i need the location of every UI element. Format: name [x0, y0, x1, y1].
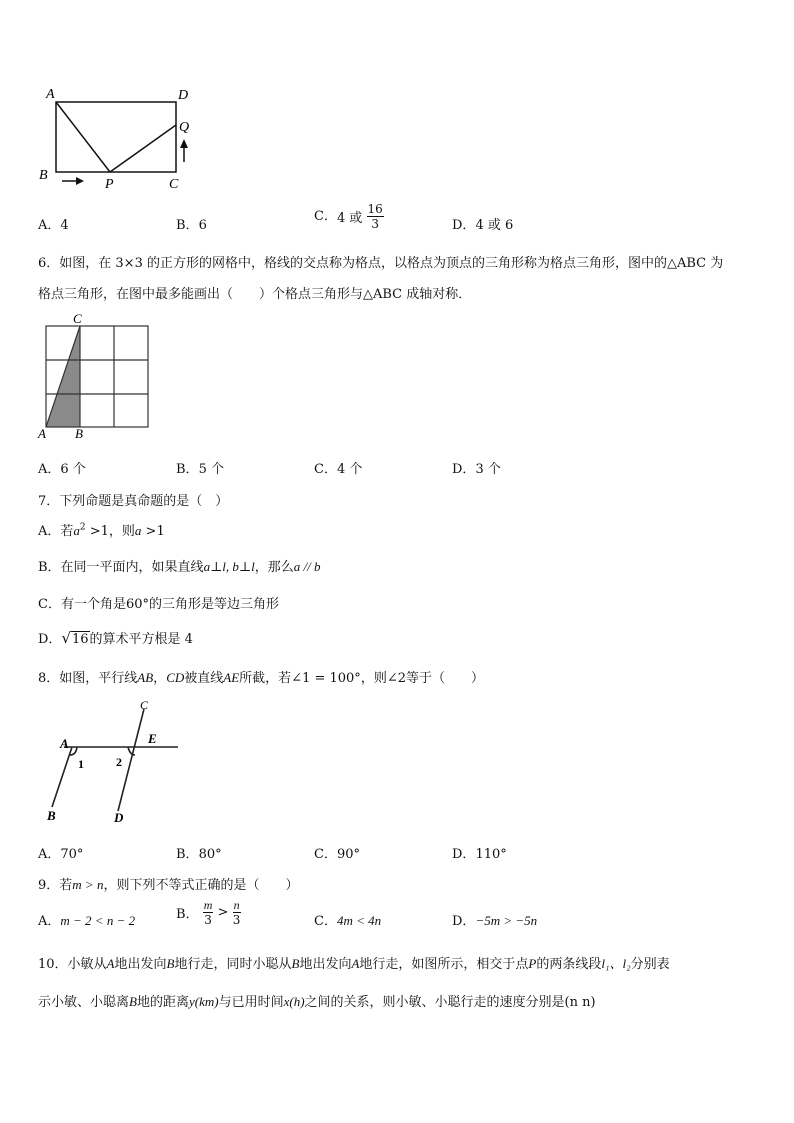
label-c: C: [73, 311, 82, 326]
q6-stem-line2: 格点三角形，在图中最多能画出（ ）个格点三角形与△ABC 成轴对称．: [38, 287, 472, 302]
label-a: A: [38, 426, 46, 441]
label-q: Q: [179, 120, 190, 135]
q8-option-c[interactable]: C．90°: [314, 847, 360, 862]
label-a: A: [46, 87, 55, 102]
label-b: B: [39, 168, 48, 183]
label-b: B: [75, 426, 83, 441]
rectangle-figure: [30, 82, 210, 194]
q7-option-d[interactable]: D．√16的算术平方根是 4: [38, 629, 193, 647]
arrow-right-head-icon: [76, 177, 84, 185]
label-d: D: [178, 88, 189, 103]
q6-option-b[interactable]: B．5 个: [176, 462, 224, 477]
q6-stem-line1: 6．如图，在 3×3 的正方形的网格中，格线的交点称为格点，以格点为顶点的三角形称为格点三角形，图中的△ABC 为: [38, 256, 724, 271]
q5-option-d[interactable]: D．4 或 6: [452, 218, 514, 233]
q6-option-c[interactable]: C．4 个: [314, 462, 363, 477]
q6-option-d[interactable]: D．3 个: [452, 462, 501, 477]
grid-figure: [30, 310, 160, 442]
q10-stem-line2: 示小敏、小聪离B地的距离y(km)与已用时间x(h)之间的关系，则小敏、小聪行走的速度分别是(n n): [38, 994, 596, 1010]
q7-option-b[interactable]: B．在同一平面内，如果直线a⊥l, b⊥l，那么a // b: [38, 559, 321, 575]
label-p: P: [105, 177, 114, 192]
parallel-lines-figure: [30, 695, 190, 830]
fraction-m-3: $\frac{m}{3}$: [203, 898, 213, 927]
q5-option-c[interactable]: C．4 或 $\frac{16}{3}$: [314, 202, 383, 231]
q8-stem: 8．如图，平行线AB，CD被直线AE所截，若∠1 = 100°，则∠2等于（ ）: [38, 670, 485, 686]
fraction-16-3: $\frac{16}{3}$: [367, 202, 383, 231]
q9-option-c[interactable]: C．4m < 4n: [314, 913, 382, 929]
label-2: 2: [116, 755, 122, 769]
q9-stem: 9．若m > n，则下列不等式正确的是（ ）: [38, 877, 299, 893]
label-b: B: [47, 808, 56, 823]
q7-option-a[interactable]: A．若$a^2 >1$，则a >1: [38, 522, 165, 539]
label-1: 1: [78, 757, 84, 771]
label-e: E: [148, 731, 157, 746]
sqrt-icon: √: [61, 629, 71, 647]
q6-option-a[interactable]: A．6 个: [38, 462, 86, 477]
arrow-up-head-icon: [180, 139, 188, 148]
label-c: C: [169, 177, 179, 192]
segment-ap: [56, 102, 110, 172]
q8-option-d[interactable]: D．110°: [452, 847, 507, 862]
q8-option-a[interactable]: A．70°: [38, 847, 84, 862]
sqrt-radicand: 16: [72, 632, 89, 647]
label-a: A: [60, 736, 69, 751]
q5-option-a[interactable]: A．4: [38, 218, 69, 233]
fraction-n-3: $\frac{n}{3}$: [232, 898, 241, 927]
q7-stem: 7．下列命题是真命题的是（ ）: [38, 494, 229, 509]
q9-option-b[interactable]: B． $\frac{m}{3}$ > $\frac{n}{3}$: [176, 898, 241, 927]
q9-option-a[interactable]: A．m − 2 < n − 2: [38, 913, 136, 929]
line-ab: [52, 747, 72, 807]
q8-option-b[interactable]: B．80°: [176, 847, 222, 862]
q5-option-b[interactable]: B．6: [176, 218, 207, 233]
segment-pq: [110, 125, 176, 172]
q9-option-d[interactable]: D．−5m > −5n: [452, 913, 538, 929]
label-c: C: [140, 698, 149, 712]
q7-option-c[interactable]: C．有一个角是60°的三角形是等边三角形: [38, 597, 280, 612]
q10-stem-line1: 10．小敏从A地出发向B地行走，同时小聪从B地出发向A地行走，如图所示，相交于点P的两条线段l₁、l₂分别表: [38, 956, 670, 972]
label-d: D: [114, 810, 124, 825]
